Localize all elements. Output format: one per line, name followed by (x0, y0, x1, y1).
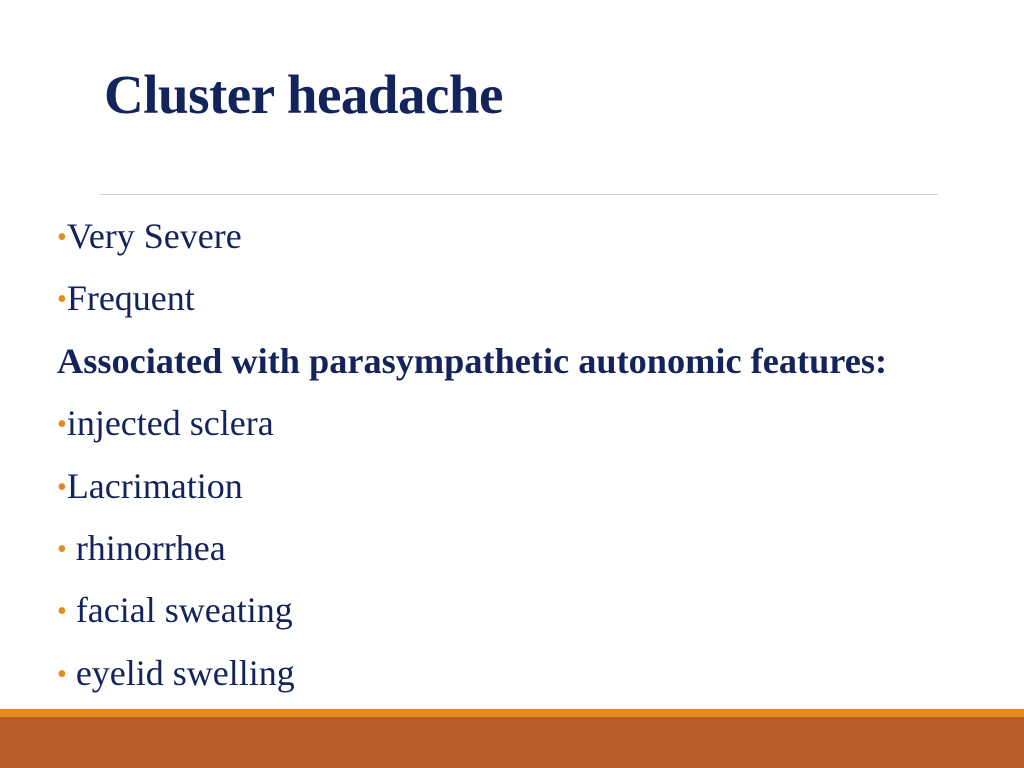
list-item-text: Lacrimation (66, 465, 243, 506)
list-item (57, 212, 997, 274)
list-item-text: Frequent (66, 278, 195, 319)
footer-accent-stripe (0, 709, 1024, 717)
list-item-text: Very Severe (66, 216, 242, 256)
list-item-text: Associated with parasympathetic autonomic features: (57, 340, 888, 381)
bullet-list (57, 212, 997, 711)
list-item (57, 462, 997, 524)
bullet-icon: • (57, 222, 67, 253)
list-item (57, 399, 997, 461)
list-item (57, 524, 997, 586)
bullet-icon: • (57, 284, 67, 316)
title-divider (100, 194, 938, 195)
bullet-icon: • (57, 658, 67, 690)
list-item-text: eyelid swelling (66, 652, 295, 693)
list-subheading (57, 337, 997, 399)
bullet-icon: • (57, 471, 67, 503)
bullet-icon: • (57, 533, 67, 565)
list-item (57, 586, 997, 648)
footer-band (0, 717, 1024, 768)
slide-title: Cluster headache (104, 64, 503, 125)
list-item-text: injected sclera (66, 403, 274, 444)
bullet-icon: • (57, 596, 67, 628)
list-item (57, 649, 997, 711)
list-item (57, 274, 997, 336)
list-item-text: facial sweating (66, 590, 293, 631)
list-item-text: rhinorrhea (66, 527, 226, 568)
bullet-icon: • (57, 409, 67, 441)
